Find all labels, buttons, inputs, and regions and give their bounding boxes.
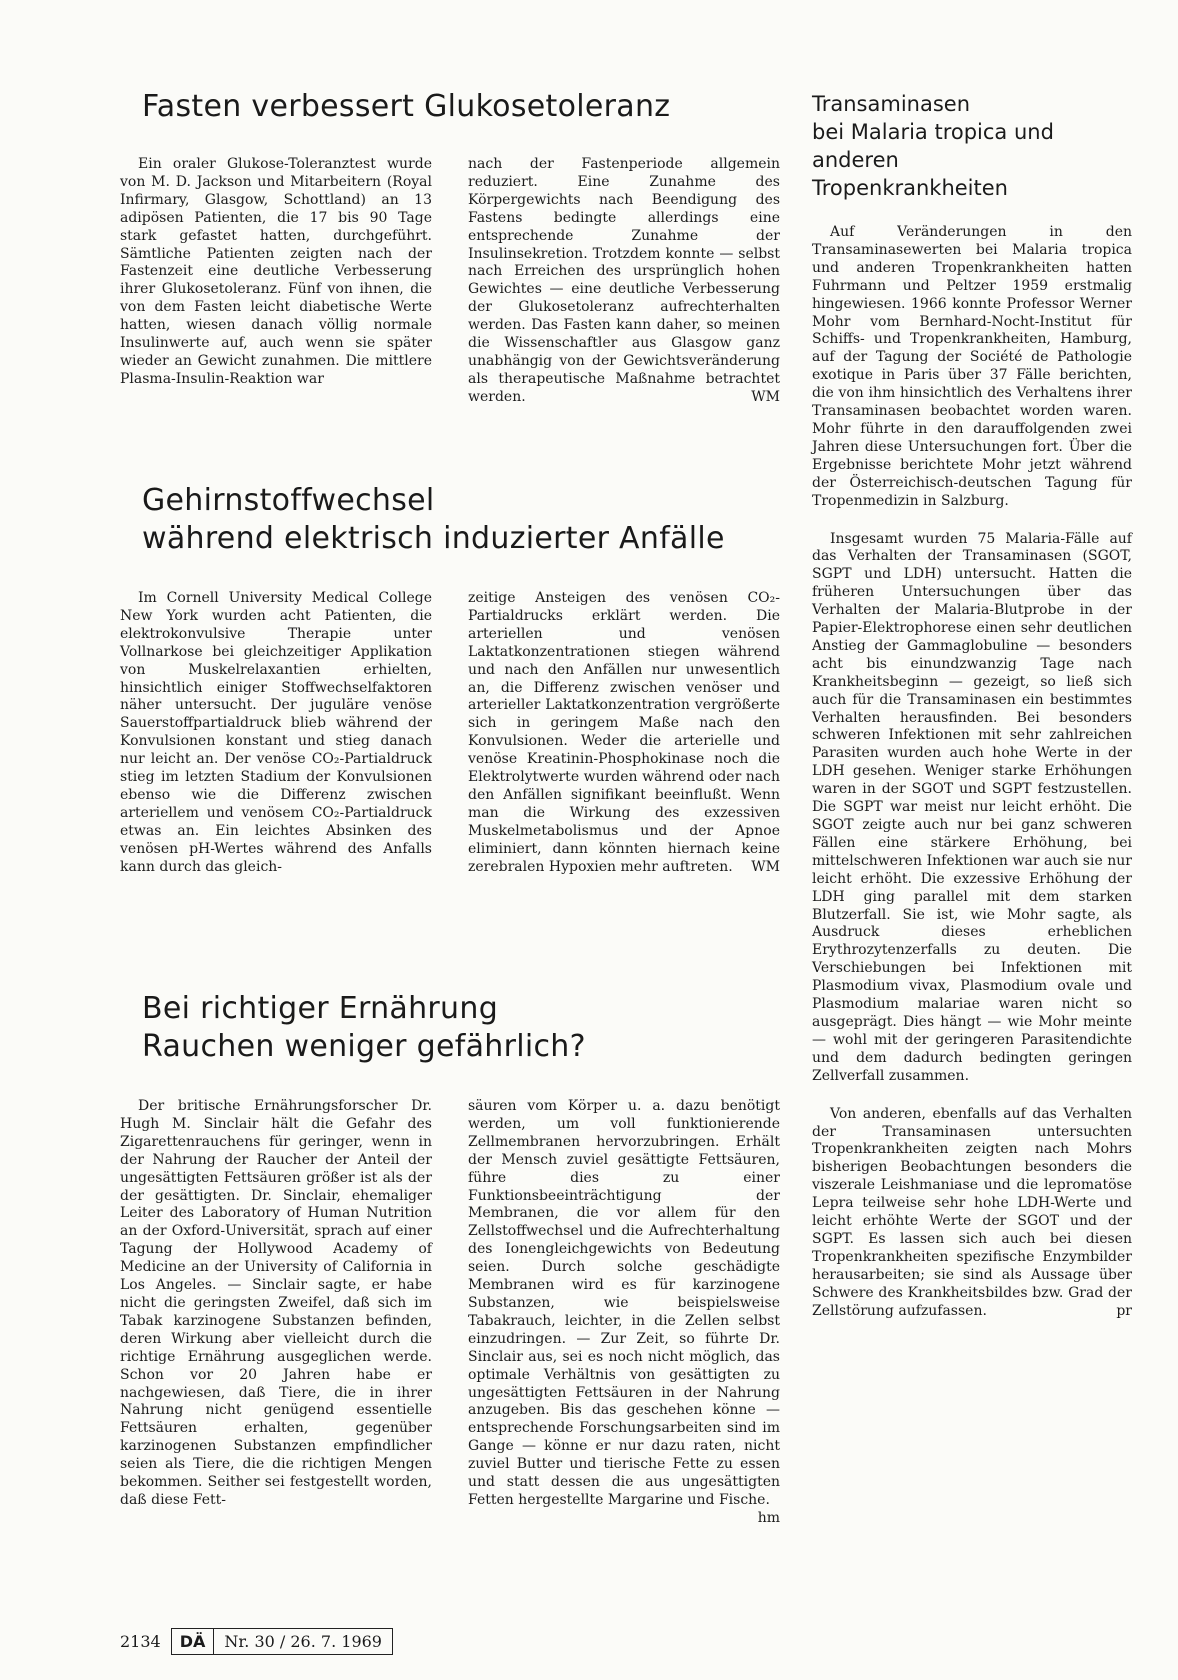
journal-logo: DÄ <box>171 1628 215 1655</box>
article-paragraph: zeitige Ansteigen des venösen CO₂-Partialdrucks erklärt werden. Die arteriellen und venösen Laktatkonzentrationen stiegen während und nach den Anfällen nur unwesentlich an, die Differenz zwischen venöser und arterieller Laktatkonzentration vergrößerte sich in geringem Maße nach den Konvulsionen. Weder die arterielle und venöse Kreatinin-Phosphokinase noch die Elektrolytwerte wurden während oder nach den Anfällen signifikant beeinflußt. Wenn man die Wirkung des exzessiven Muskelmetabolismus und der Apnoe eliminiert, dann könnten hiernach keine zerebralen Hypoxien mehr auftreten. <box>468 590 780 875</box>
article-body <box>120 156 780 407</box>
article-column-right <box>468 590 780 877</box>
article-fasten <box>120 88 780 126</box>
article-title-line: Gehirnstoffwechsel <box>142 483 435 518</box>
article-paragraph: Im Cornell University Medical College New York wurden acht Patienten, die elektrokonvulsive Therapie unter Vollnarkose bei gleichzeitiger Applikation von Muskelrelaxantien erhielten, hinsichtlich einiger Stoffwechselfaktoren näher untersucht. Der juguläre venöse Sauerstoffpartialdruck blieb während der Konvulsionen konstant und stieg danach nur leicht an. Der venöse CO₂-Partialdruck stieg im letzten Stadium der Konvulsionen ebenso wie die Differenz zwischen arteriellem und venösem CO₂-Partialdruck etwas an. Ein leichtes Absinken des venösen pH-Wertes während des Anfalls kann durch das gleich- <box>120 590 432 875</box>
sidebar-paragraph <box>812 1106 1132 1321</box>
article-paragraph: Der britische Ernährungsforscher Dr. Hugh M. Sinclair hält die Gefahr des Zigarettenrauchens für geringer, wenn in der Nahrung der Raucher der Anteil der ungesättigten Fettsäuren größer ist als der der gesättigten. Dr. Sinclair, ehemaliger Leiter des Laboratory of Human Nutrition an der Oxford-Universität, sprach auf einer Tagung der Hollywood Academy of Medicine an der University of California in Los Angeles. — Sinclair sagte, er habe nicht die geringsten Zweifel, daß sich im Tabak karzinogene Substanzen befinden, deren Wirkung aber vielleicht durch die richtige Ernährung ausgeglichen werde. Schon vor 20 Jahren habe er nachgewiesen, daß Tiere, die in ihrer Nahrung nicht genügend essentielle Fettsäuren erhalten, gegenüber karzinogenen Substanzen empfindlicher seien als Tiere, die die richtigen Mengen bekommen. Seither sei festgestellt worden, daß diese Fett- <box>120 1098 432 1508</box>
author-signature: hm <box>757 1509 780 1526</box>
author-signature: pr <box>1116 1302 1132 1319</box>
sidebar-title-line: anderen <box>812 148 899 172</box>
sidebar-title <box>812 90 1132 202</box>
article-column-right <box>468 1098 780 1528</box>
article-title-line: Rauchen weniger gefährlich? <box>142 1029 586 1064</box>
sidebar-paragraph: Auf Veränderungen in den Transaminasewerten bei Malaria tropica und anderen Tropenkrankheiten hatten Fuhrmann und Peltzer 1959 erstmalig hingewiesen. 1966 konnte Professor Werner Mohr vom Bernhard-Nocht-Institut für Schiffs- und Tropenkrankheiten, Hamburg, auf der Tagung der Société de Pathologie exotique in Paris über 37 Fälle berichten, die von ihm hinsichtlich des Verhaltens ihrer Transaminasen beobachtet worden waren. Mohr führte in den darauffolgenden zwei Jahren diese Untersuchungen fort. Über die Ergebnisse berichtete Mohr jetzt während der Österreichisch-deutschen Tagung für Tropenmedizin in Salzburg. <box>812 224 1132 509</box>
article-rauchen <box>142 990 782 1066</box>
article-body <box>120 590 780 877</box>
sidebar-title-line: bei Malaria tropica und <box>812 120 1054 144</box>
article-title <box>142 482 782 558</box>
article-column-right <box>468 156 780 407</box>
article-title: Fasten verbessert Glukosetoleranz <box>142 89 671 124</box>
article-column-left <box>120 156 432 407</box>
page-footer <box>120 1628 393 1655</box>
sidebar-article-transaminasen <box>812 90 1132 1320</box>
article-column-left <box>120 590 432 877</box>
author-signature: WM <box>751 858 780 875</box>
article-gehirnstoffwechsel <box>142 482 782 558</box>
sidebar-title-line: Tropenkrankheiten <box>812 176 1008 200</box>
sidebar-paragraph-text: Von anderen, ebenfalls auf das Verhalten der Transaminasen untersuchten Tropenkrankheiten zeigten nach Mohrs bisherigen Beobachtungen besonders die viszerale Leishmaniase und die lepromatöse Lepra teilweise sehr hohe LDH-Werte und leicht erhöhte Werte der SGOT und der SGPT. Es lassen sich auch bei diesen Tropenkrankheiten spezifische Enzymbilder herausarbeiten; sie sind als Aussage über Schwere des Krankheitsbildes bzw. Grad der Zellstörung aufzufassen. <box>812 1105 1132 1319</box>
sidebar-paragraph: Insgesamt wurden 75 Malaria-Fälle auf das Verhalten der Transaminasen (SGOT, SGPT und LDH) untersucht. Hatten die früheren Untersuchungen über das Verhalten der Malaria-Blutprobe in der Papier-Elektrophorese einen sehr deutlichen Anstieg der Gammaglobuline — besonders acht bis einundzwanzig Tage nach Krankheitsbeginn — gezeigt, so ließ sich auch für die Transaminasen ein bestimmtes Verhalten herausfinden. Bei besonders schweren Infektionen mit sehr zahlreichen Parasiten wurden auch hohe Werte in der LDH gesehen. Weniger starke Erhöhungen waren in der SGOT und SGPT festzustellen. Die SGPT war meist nur leicht erhöht. Die SGOT zeigte auch nur bei ganz schweren Fällen eine stärkere Erhöhung, bei mittelschweren Infektionen war auch sie nur leicht erhöht. Die exzessive Erhöhung der LDH ging parallel mit dem starken Blutzerfall. Sie ist, wie Mohr sagte, als Ausdruck dieses erheblichen Erythrozytenzerfalls zu deuten. Die Verschiebungen bei Infektionen mit Plasmodium vivax, Plasmodium ovale und Plasmodium malariae waren nicht so ausgeprägt. Dies hängt — wie Mohr meinte — wohl mit der geringeren Parasitendichte und dem dadurch bedingten geringen Zellverfall zusammen. <box>812 530 1132 1084</box>
author-signature: WM <box>751 388 780 405</box>
article-paragraph: Ein oraler Glukose-Toleranztest wurde von M. D. Jackson und Mitarbeitern (Royal Infirmary, Glasgow, Schottland) an 13 adipösen Patienten, die 17 bis 90 Tage stark gefastet hatten, durchgeführt. Sämtliche Patienten zeigten nach der Fastenzeit eine deutliche Verbesserung ihrer Glukosetoleranz. Fünf von ihnen, die von dem Fasten leicht diabetische Werte hatten, wiesen danach völlig normale Insulinwerte auf, auch wenn sie später wieder an Gewicht zunahmen. Die mittlere Plasma-Insulin-Reaktion war <box>120 156 432 387</box>
article-title <box>142 990 782 1066</box>
article-title-line: während elektrisch induzierter Anfälle <box>142 521 725 556</box>
article-paragraph: säuren vom Körper u. a. dazu benötigt werden, um voll funktionierende Zellmembranen hervorzubringen. Erhält der Mensch zuviel gesättigte Fettsäuren, führe dies zu einer Funktionsbeeinträchtigung der Membranen, die vor allem für den Zellstoffwechsel und die Aufrechterhaltung des Ionengleichgewichts von Bedeutung seien. Durch solche geschädigte Membranen wird es für karzinogene Substanzen, wie beispielsweise Tabakrauch, leichter, in die Zellen selbst einzudringen. — Zur Zeit, so führte Dr. Sinclair aus, sei es noch nicht möglich, das optimale Verhältnis von gesättigten zu ungesättigten Fettsäuren in der Nahrung anzugeben. Bis das geschehen könne — entsprechende Forschungsarbeiten sind im Gange — könne er nur dazu raten, nicht zuviel Butter und tierische Fette zu essen und statt dessen die aus ungesättigten Fetten hergestellte Margarine und Fische. <box>468 1098 780 1508</box>
article-body <box>120 1098 780 1528</box>
issue-info: Nr. 30 / 26. 7. 1969 <box>214 1628 393 1655</box>
sidebar-title-line: Transaminasen <box>812 92 971 116</box>
article-title-line: Bei richtiger Ernährung <box>142 991 499 1026</box>
page-number: 2134 <box>120 1632 161 1651</box>
article-paragraph: nach der Fastenperiode allgemein reduziert. Eine Zunahme des Körpergewichts nach Beendigung des Fastens bedingte allerdings eine entsprechende Zunahme der Insulinsekretion. Trotzdem konnte — selbst nach Erreichen des ursprünglich hohen Gewichtes — eine deutliche Verbesserung der Glukosetoleranz aufrechterhalten werden. Das Fasten kann daher, so meinen die Wissenschaftler aus Glasgow ganz unabhängig von der Gewichtsveränderung als therapeutische Maßnahme betrachtet werden. <box>468 156 780 405</box>
article-column-left <box>120 1098 432 1528</box>
